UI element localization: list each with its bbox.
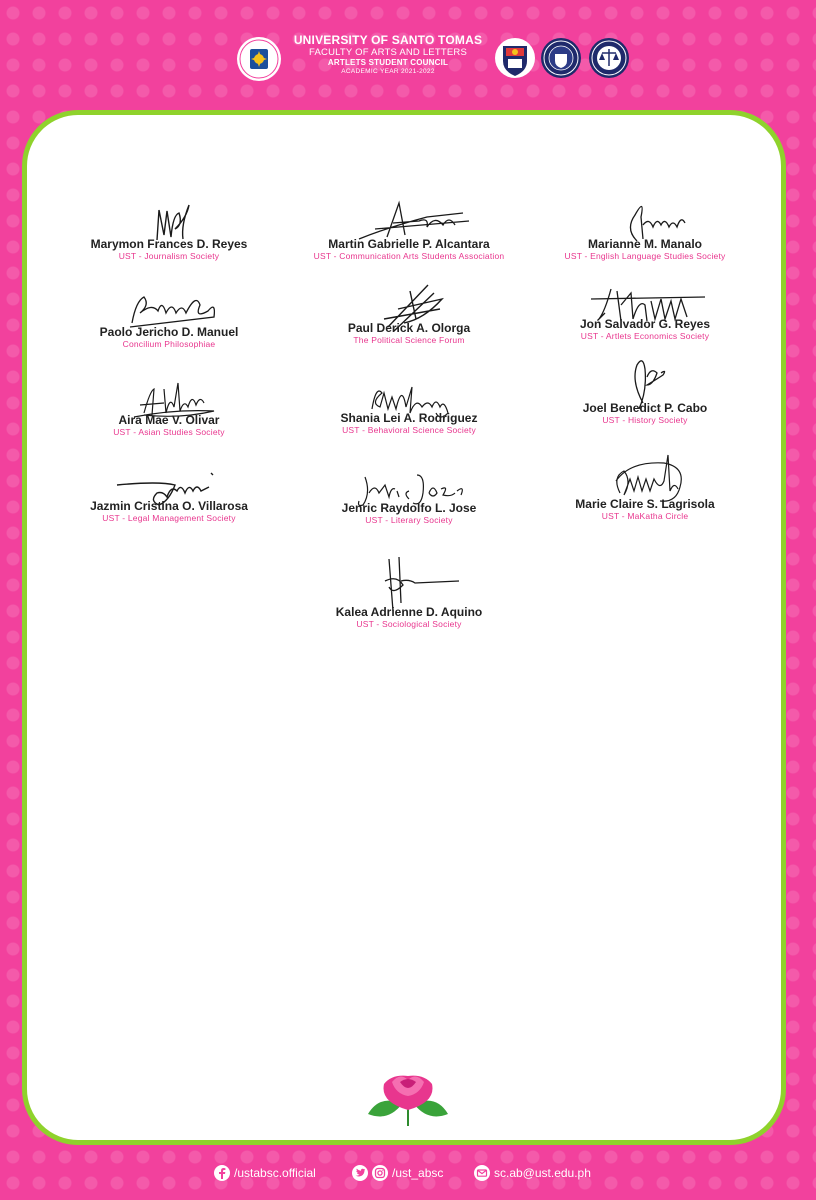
twitter-instagram-handle: /ust_absc [392, 1166, 444, 1180]
facebook-handle: /ustabsc.official [234, 1166, 316, 1180]
signatory-org: UST - MaKatha Circle [601, 511, 689, 521]
facebook-link[interactable] [214, 1165, 316, 1181]
signatory-name: Jon Salvador G. Reyes [579, 317, 711, 331]
signatory [515, 351, 775, 426]
signatory-org: UST - History Society [602, 415, 688, 425]
signatory [279, 551, 539, 630]
email-link[interactable] [474, 1165, 591, 1181]
twitter-icon [352, 1165, 368, 1181]
legal-seal-icon [588, 37, 630, 79]
council-seal-icon [540, 37, 582, 79]
signatory-org: UST - Behavioral Science Society [342, 425, 476, 435]
facebook-icon [214, 1165, 230, 1181]
university-name: UNIVERSITY OF SANTO TOMAS [293, 33, 483, 47]
academic-year: ACADEMIC YEAR 2021-2022 [341, 68, 435, 75]
signatory [515, 279, 775, 342]
council-name: ARTLETS STUDENT COUNCIL [327, 58, 449, 67]
signatory-name: Jenric Raydolfo L. Jose [341, 501, 477, 515]
signatory [279, 279, 539, 346]
header [0, 30, 816, 92]
signatory-name: Shania Lei A. Rodriguez [340, 411, 478, 425]
footer [0, 1162, 816, 1186]
header-title-block [288, 34, 488, 76]
signatory-name: Martin Gabrielle P. Alcantara [328, 237, 490, 251]
signatory [279, 463, 539, 526]
signatory-org: UST - Artlets Economics Society [580, 331, 710, 341]
signatory [515, 451, 775, 522]
signatory-org: UST - Literary Society [365, 515, 453, 525]
signatory [39, 461, 299, 524]
signatory-name: Marie Claire S. Lagrisola [575, 497, 715, 511]
instagram-icon [372, 1165, 388, 1181]
signatory [279, 373, 539, 436]
signatory [279, 195, 539, 262]
signatory-org: UST - English Language Studies Society [564, 251, 726, 261]
signatory-org: The Political Science Forum [353, 335, 465, 345]
signatory-name: Jazmin Cristina O. Villarosa [90, 499, 248, 513]
signatory-org: UST - Journalism Society [118, 251, 220, 261]
signatory-org: UST - Sociological Society [356, 619, 462, 629]
signatory-org: Concilium Philosophiae [122, 339, 216, 349]
signatory [515, 195, 775, 262]
signatures-card [22, 110, 786, 1145]
social-link[interactable] [352, 1165, 443, 1181]
signatory [39, 283, 299, 350]
signatory-org: UST - Communication Arts Students Association [313, 251, 505, 261]
signatory-name: Marymon Frances D. Reyes [90, 237, 248, 251]
rose-icon [366, 1070, 450, 1132]
signatory [39, 195, 299, 262]
faculty-seal-icon [494, 37, 536, 79]
signatory-org: UST - Asian Studies Society [113, 427, 225, 437]
signatory-name: Joel Benedict P. Cabo [582, 401, 708, 415]
signatory-org: UST - Legal Management Society [102, 513, 236, 523]
faculty-name: FACULTY OF ARTS AND LETTERS [309, 47, 467, 58]
signatory-name: Aira Mae V. Olivar [118, 413, 220, 427]
signatory-name: Paolo Jericho D. Manuel [99, 325, 239, 339]
signatory-name: Marianne M. Manalo [587, 237, 703, 251]
email-icon [474, 1165, 490, 1181]
email-address: sc.ab@ust.edu.ph [494, 1166, 591, 1180]
ust-seal-icon [236, 36, 282, 82]
signatory-name: Paul Derick A. Olorga [347, 321, 471, 335]
signatory [39, 371, 299, 438]
signatory-name: Kalea Adrienne D. Aquino [335, 605, 483, 619]
